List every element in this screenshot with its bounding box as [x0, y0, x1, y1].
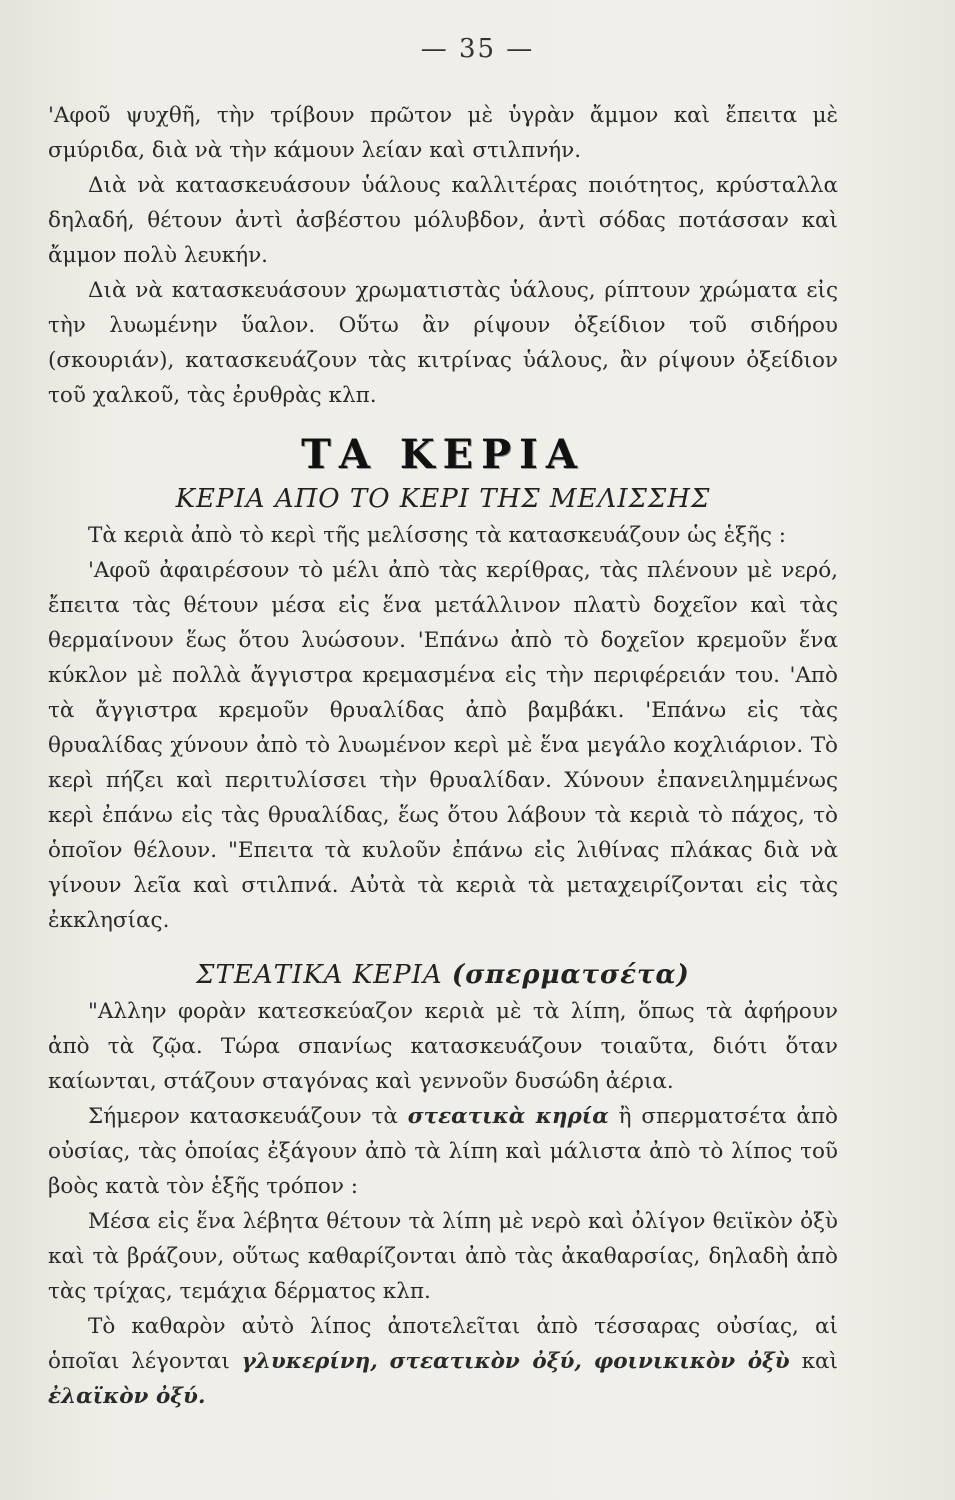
page-body	[48, 98, 838, 1414]
paragraph: Διὰ νὰ κατασκευάσουν ὑάλους καλλιτέρας ποιότητος, κρύσταλλα δηλαδή, θέτουν ἀντὶ ἀσβέστου μόλυβδον, ἀντὶ σόδας ποτάσσαν καὶ ἄμμον πολὺ λευκήν.	[48, 173, 838, 268]
paragraph: Διὰ νὰ κατασκευάσουν χρωματιστὰς ὑάλους, ρίπτουν χρώματα εἰς τὴν λυωμένην ὕαλον. Οὕτω ἂν ρίψουν ὀξείδιον τοῦ σιδήρου (σκουριάν), κατασκευάζουν τὰς κιτρίνας ὑάλους, ἂν ρίψουν ὀξείδιον τοῦ χαλκοῦ, τὰς ἐρυθρὰς κλπ.	[48, 278, 838, 408]
text-run: Σήμερον κατασκευάζουν τὰ	[88, 1104, 408, 1129]
subheading-parenthetical: (σπερματσέτα)	[451, 960, 690, 990]
section-heading-candles: ΤΑ ΚΕΡΙΑ	[301, 431, 585, 478]
text-run: καὶ	[789, 1349, 838, 1374]
paragraph: Τὰ κεριὰ ἀπὸ τὸ κερὶ τῆς μελίσσης τὰ κατασκευάζουν ὡς ἑξῆς :	[88, 523, 787, 548]
emphasized-term: ἐλαϊκὸν ὀξύ.	[48, 1384, 206, 1409]
text-run: Τὸ καθαρὸν αὐτὸ λίπος ἀποτελεῖται ἀπὸ τέσσαρας οὐσίας, αἱ ὁποῖαι λέγονται	[48, 1314, 838, 1374]
page-number: — 35 —	[420, 34, 535, 64]
paragraph	[48, 1309, 838, 1414]
text-run: ἢ σπερματσέτα ἀπὸ οὐσίας, τὰς ὁποίας ἐξάγουν ἀπὸ τὰ λίπη καὶ μάλιστα ἀπὸ τὸ λίπος τοῦ βοὸς κατὰ τὸν ἑξῆς τρόπον :	[48, 1104, 838, 1199]
emphasized-term: στεατικὸν ὀξύ,	[389, 1349, 582, 1374]
emphasized-term: γλυκερίνη,	[241, 1349, 378, 1374]
subheading-stearic-candles	[48, 960, 838, 990]
emphasized-term: φοινικικὸν ὀξὺ	[593, 1349, 790, 1374]
paragraph: 'Αφοῦ ἀφαιρέσουν τὸ μέλι ἀπὸ τὰς κερίθρας, τὰς πλένουν μὲ νερό, ἔπειτα τὰς θέτουν μέσα εἰς ἕνα μετάλλινον πλατὺ δοχεῖον καὶ τὰς θερμαίνουν ἕως ὅτου λυώσουν. 'Επάνω ἀπὸ τὸ δοχεῖον κρεμοῦν ἕνα κύκλον μὲ πολλὰ ἄγγιστρα κρεμασμένα εἰς τὴν περιφέρειάν του. 'Απὸ τὰ ἄγγιστρα κρεμοῦν θρυαλίδας ἀπὸ βαμβάκι. 'Επάνω εἰς τὰς θρυαλίδας χύνουν ἀπὸ τὸ λυωμένον κερὶ μὲ ἕνα μεγάλο κοχλιάριον. Τὸ κερὶ πήζει καὶ περιτυλίσσει τὴν θρυαλίδαν. Χύνουν ἐπανειλημμένως κερὶ ἐπάνω εἰς τὰς θρυαλίδας, ἕως ὅτου λάβουν τὰ κεριὰ τὸ πάχος, τὸ ὁποῖον θέλουν. "Επειτα τὰ κυλοῦν ἐπάνω εἰς λιθίνας πλάκας διὰ νὰ γίνουν λεῖα καὶ στιλπνά. Αὐτὰ τὰ κεριὰ τὰ μεταχειρίζονται εἰς τὰς ἐκκλησίας.	[48, 558, 838, 933]
paragraph	[48, 1099, 838, 1204]
subheading-text: ΣΤΕΑΤΙΚΑ ΚΕΡΙΑ	[196, 960, 443, 990]
emphasized-term: στεατικὰ κηρία	[407, 1104, 609, 1129]
paragraph: Μέσα εἰς ἕνα λέβητα θέτουν τὰ λίπη μὲ νερὸ καὶ ὀλίγον θειϊκὸν ὀξὺ καὶ τὰ βράζουν, οὕτως καθαρίζονται ἀπὸ τὰς ἀκαθαρσίας, δηλαδὴ ἀπὸ τὰς τρίχας, τεμάχια δέρματος κλπ.	[48, 1209, 838, 1304]
paragraph: 'Αφοῦ ψυχθῆ, τὴν τρίβουν πρῶτον μὲ ὑγρὰν ἄμμον καὶ ἔπειτα μὲ σμύριδα, διὰ νὰ τὴν κάμουν λείαν καὶ στιλπνήν.	[48, 103, 838, 163]
subheading-beeswax-candles: ΚΕΡΙΑ ΑΠΟ ΤΟ ΚΕΡΙ ΤΗΣ ΜΕΛΙΣΣΗΣ	[175, 484, 711, 514]
paragraph: "Αλλην φορὰν κατεσκεύαζον κεριὰ μὲ τὰ λίπη, ὅπως τὰ ἀφήρουν ἀπὸ τὰ ζῷα. Τώρα σπανίως κατασκευάζουν τοιαῦτα, διότι ὅταν καίωνται, στάζουν σταγόνας καὶ γεννοῦν δυσώδη ἀέρια.	[48, 999, 838, 1094]
